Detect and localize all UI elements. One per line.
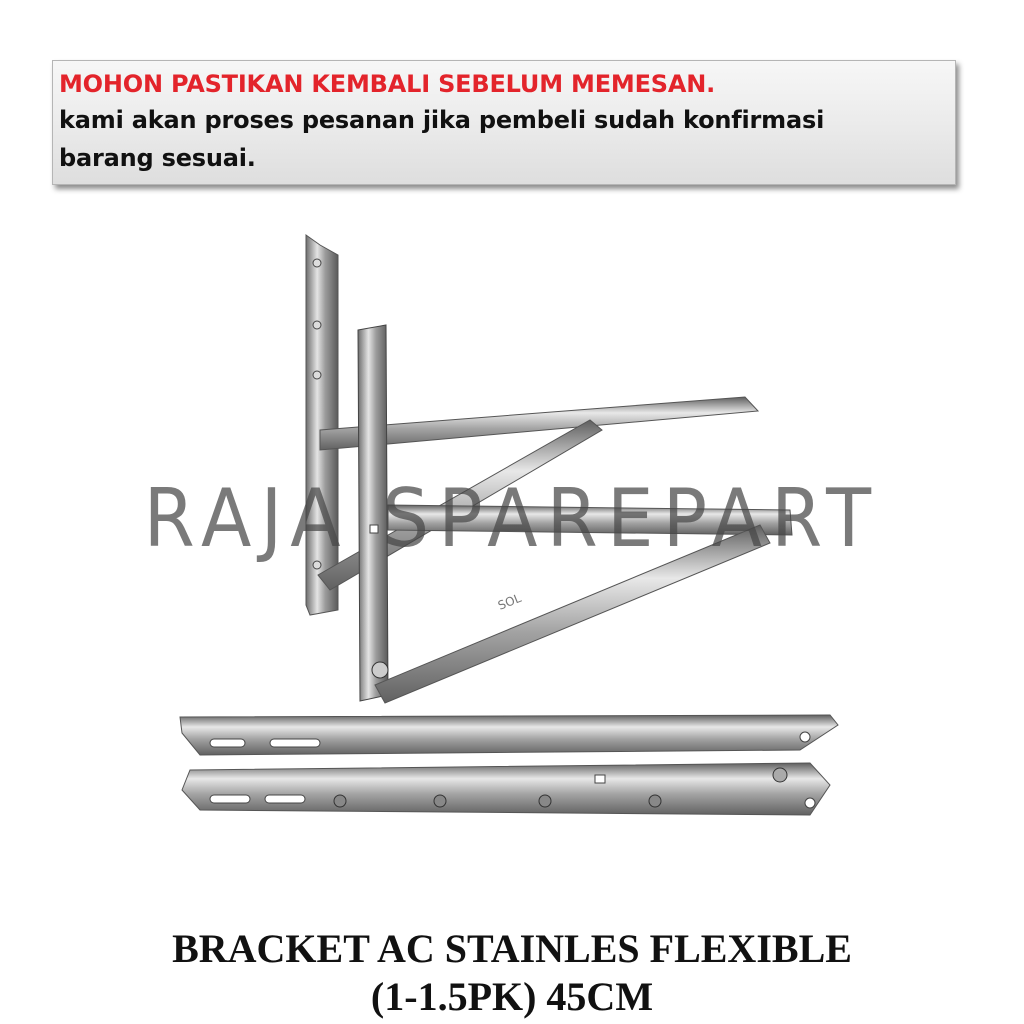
product-image-bracket <box>170 225 850 835</box>
rail-bottom <box>182 763 830 815</box>
product-title-line-2: (1-1.5PK) 45CM <box>370 974 654 1019</box>
engraving-text: SOL <box>495 590 524 613</box>
notice-line-2: barang sesuai. <box>59 144 256 172</box>
notice-banner <box>52 60 956 185</box>
notice-warning: MOHON PASTIKAN KEMBALI SEBELUM MEMESAN. <box>59 70 716 98</box>
rail-top <box>180 715 838 755</box>
notice-line-1: kami akan proses pesanan jika pembeli sudah konfirmasi <box>59 106 825 134</box>
product-title-line-1: BRACKET AC STAINLES FLEXIBLE <box>172 926 852 971</box>
front-bracket <box>358 325 792 703</box>
watermark-text: RAJA SPAREPART <box>143 472 881 565</box>
